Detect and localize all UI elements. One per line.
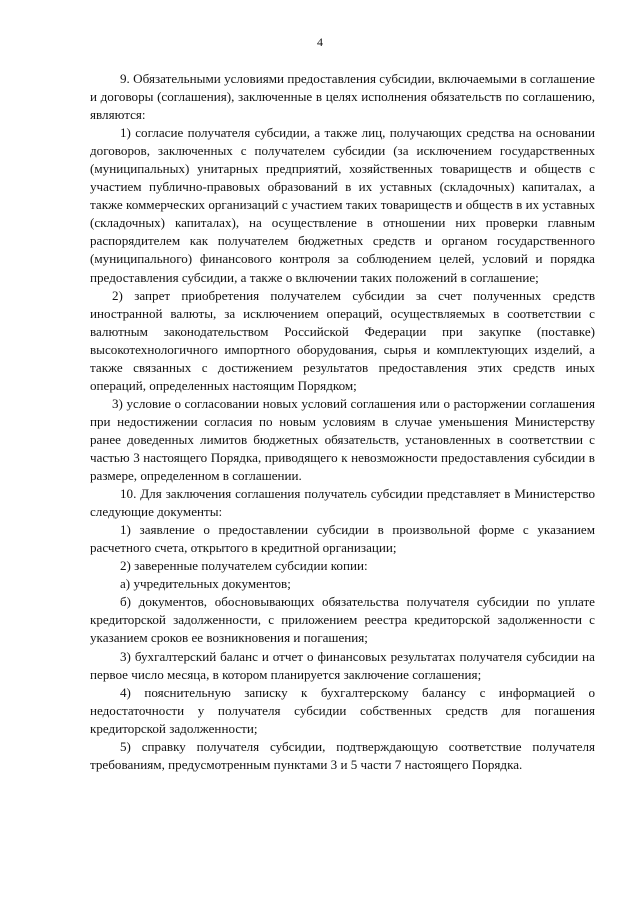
paragraph-10-item-1: 1) заявление о предоставлении субсидии в произвольной форме с указанием расчетного счета, открытого в кредитной организации; <box>90 522 595 556</box>
paragraph-10-item-3: 3) бухгалтерский баланс и отчет о финансовых результатах получателя субсидии на первое число месяца, в котором планируется заключение соглашения; <box>90 648 595 682</box>
paragraph-9-item-1: 1) согласие получателя субсидии, а также лиц, получающих средства на основании договоров, заключенных с получателем субсидии (за исключением государственных (муниципальных) унитарных предприятий, хозяйственных товариществ и обществ с участием публично-правовых образований в их уставных (складочных) капиталах, а также коммерческих организаций с участием таких товариществ и обществ в их уставных (складочных) капиталах), на осуществление в отношении них проверки главным распорядителем как получателем бюджетных средств и органом государственного (муниципального) финансового контроля за соблюдением целей, условий и порядка предоставления субсидии, а также о включении таких положений в соглашение; <box>90 125 595 285</box>
paragraph-9: 9. Обязательными условиями предоставления субсидии, включаемыми в соглашение и договоры (соглашения), заключенные в целях исполнения обязательств по соглашению, являются: <box>90 71 595 123</box>
paragraph-10-item-4: 4) пояснительную записку к бухгалтерскому балансу с информацией о недостаточности у получателя субсидии собственных средств для погашения кредиторской задолженности; <box>90 684 595 736</box>
paragraph-10: 10. Для заключения соглашения получатель субсидии представляет в Министерство следующие документы: <box>90 486 595 520</box>
paragraph-10-item-2b: б) документов, обосновывающих обязательства получателя субсидии по уплате кредиторской задолженности, с приложением реестра кредиторской задолженности с указанием сроков ее возникновения и погашения; <box>90 594 595 646</box>
paragraph-10-item-5: 5) справку получателя субсидии, подтверждающую соответствие получателя требованиям, предусмотренным пунктами 3 и 5 части 7 настоящего Порядка. <box>90 738 595 772</box>
page-number: 4 <box>317 35 323 49</box>
document-body <box>90 70 595 774</box>
paragraph-9-item-3: 3) условие о согласовании новых условий соглашения или о расторжении соглашения при недостижении согласия по новым условиям в случае уменьшения Министерству ранее доведенных лимитов бюджетных обязательств, установленных в соответствии с частью 3 настоящего Порядка, приводящего к невозможности предоставления субсидии в размере, определенном в соглашении. <box>90 395 595 484</box>
paragraph-10-item-2a: а) учредительных документов; <box>120 576 291 592</box>
paragraph-9-item-2: 2) запрет приобретения получателем субсидии за счет полученных средств иностранной валюты, за исключением операций, осуществляемых в соответствии с валютным законодательством Российской Федерации при закупке (поставке) высокотехнологичного импортного оборудования, сырья и комплектующих изделий, а также связанных с достижением результатов предоставления этих средств иных операций, определенных настоящим Порядком; <box>90 287 595 393</box>
paragraph-10-item-2: 2) заверенные получателем субсидии копии: <box>120 558 368 574</box>
